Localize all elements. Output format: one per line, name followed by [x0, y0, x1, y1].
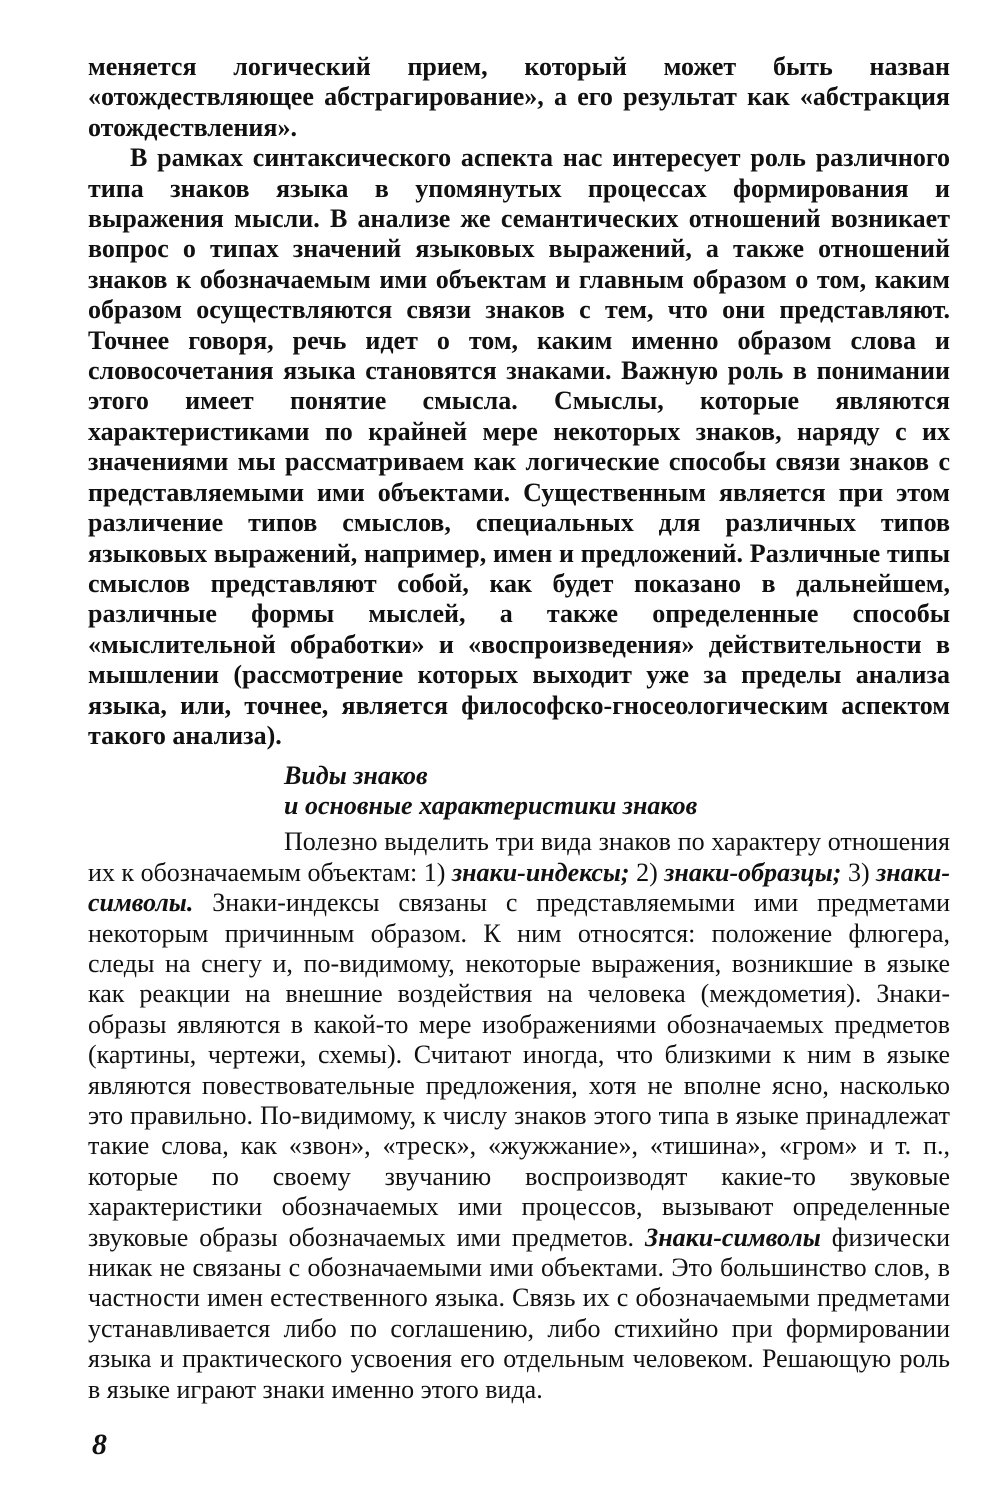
page-text [88, 52, 950, 1405]
term-symbols: Знаки-символы [644, 1222, 821, 1252]
types-intro: Полезно выделить три вида знаков по характеру отношения их к обозначаемым объектам: 1) [88, 827, 950, 887]
paragraph-syntax: В рамках синтаксического аспекта нас интересует роль различного типа знаков языка в упомянутых процессах формирования и выражения мысли. В анализе же семантических отношений возникает вопрос о типах значений языковых выражений, а также отношений знаков к обозначаемым ими объектам и главным образом о том, каким образом осуществляются связи знаков с тем, что они представляют. Точнее говоря, речь идет о том, каким именно образом слова и словосочетания языка становятся знаками. Важную роль в понимании этого имеет понятие смысла. Смыслы, которые являются характеристиками по крайней мере некоторых знаков, наряду с их значениями мы рассматриваем как логические способы связи знаков с представляемыми ими объектами. Существенным является при этом различение типов смыслов, специальных для различных типов языковых выражений, например, имен и предложений. Различные типы смыслов представляют собой, как будет показано в дальнейшем, различные формы мыслей, а также определенные способы «мыслительной обработки» и «воспроизведения» действительности в мышлении (рассмотрение которых выходит уже за пределы анализа языка, или, точнее, является философско-гносеологическим аспектом такого анализа). [88, 143, 950, 750]
type3-prefix: 3) [841, 857, 877, 887]
symbols-body: физически никак не связаны с обозначаемыми ими объектами. Это большинство слов, в частности имен естественного языка. Связь их с обозначаемыми предметами устанавливается либо по соглашению, либо стихийно при формировании языка и практического усвоения его отдельным человеком. Решающую роль в языке играют знаки именно этого вида. [88, 1222, 951, 1404]
types-body: Знаки-индексы связаны с представляемыми ими предметами некоторым причинным образом. К ним относятся: положение флюгера, следы на снегу и, по-видимому, некоторые выражения, возникшие в языке как реакции на внешние воздействия на человека (междометия). Знаки-образы являются в какой-то мере изображениями обозначаемых предметов (картины, чертежи, схемы). Считают иногда, что близкими к ним в языке являются повествовательные предложения, хотя не вполне ясно, насколько это правильно. По-видимому, к числу знаков этого типа в языке принадлежат такие слова, как «звон», «треск», «жужжание», «тишина», «гром» и т. п., которые по своему звучанию воспроизводят какие-то звуковые характеристики обозначаемых ими процессов, вызывают определенные звуковые образы обозначаемых ими предметов. [88, 888, 950, 1252]
term-image-signs: знаки-образцы; [664, 857, 842, 887]
term-index-signs: знаки-индексы; [451, 857, 630, 887]
section-heading [284, 761, 950, 821]
page-number: 8 [92, 1428, 107, 1461]
type2-prefix: 2) [636, 857, 665, 887]
heading-line-1: Виды знаков [284, 761, 428, 791]
term-symbol-signs: знаки-символы. [88, 857, 950, 918]
paragraph-sign-types [88, 827, 950, 1405]
heading-line-2: и основные характеристики знаков [284, 791, 698, 821]
paragraph-continuation: меняется логический прием, который может быть назван «отождествляющее абстрагирование», а его результат как «абстракция отождествления». [88, 52, 950, 142]
section-body [88, 827, 950, 1405]
